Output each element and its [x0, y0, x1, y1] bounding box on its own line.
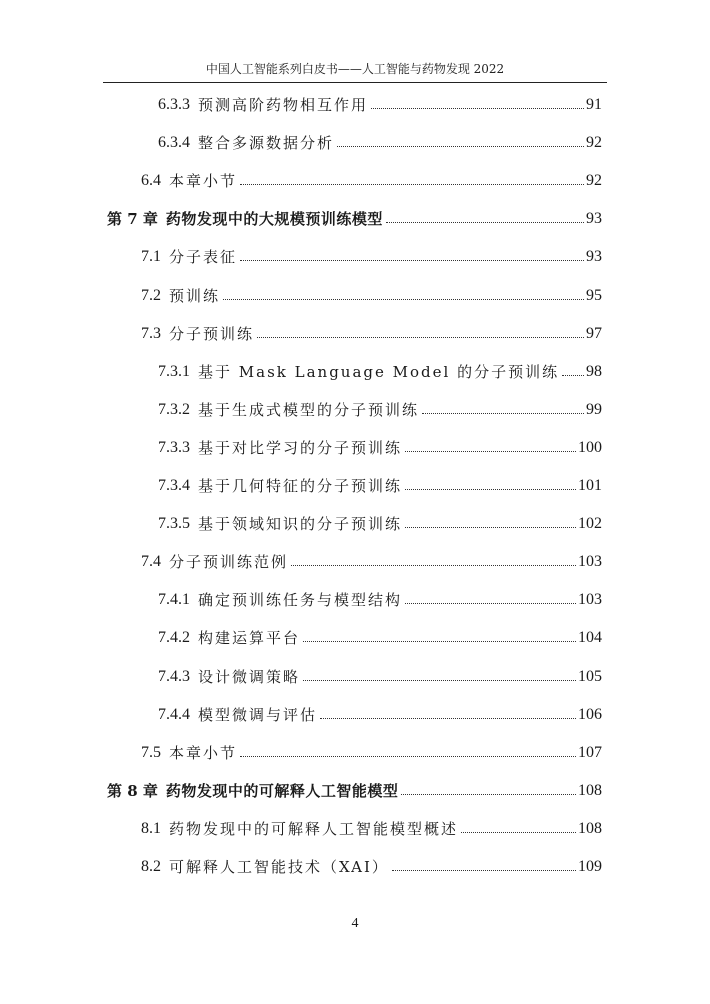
toc-entry-page: 103 [578, 553, 602, 571]
toc-entry-number: 第 8 章 [107, 781, 158, 800]
toc-entry[interactable] [107, 202, 602, 228]
toc-entry[interactable] [141, 812, 602, 838]
toc-entry-page: 97 [586, 324, 602, 342]
dot-leader [392, 870, 576, 871]
toc-entry[interactable] [158, 660, 602, 686]
toc-entry-number: 7.3.2 [158, 400, 190, 418]
toc-entry-page: 93 [586, 248, 602, 266]
toc-entry-page: 101 [578, 477, 602, 494]
dot-leader [405, 451, 576, 452]
toc-entry-title: 本章小节 [169, 172, 238, 191]
toc-entry-page: 104 [578, 629, 602, 647]
toc-entry-title: 基于几何特征的分子预训练 [198, 477, 403, 495]
toc-entry[interactable] [141, 736, 602, 762]
toc-entry-number: 7.5 [141, 743, 161, 761]
page-number: 4 [351, 916, 359, 931]
dot-leader [337, 146, 584, 147]
toc-entry-page: 108 [578, 819, 602, 837]
toc-entry-number: 7.3.3 [158, 438, 190, 456]
toc-entry-page: 108 [578, 781, 602, 799]
toc-entry[interactable] [158, 469, 602, 495]
toc-entry[interactable] [141, 317, 602, 343]
toc-entry-number: 6.3.3 [158, 96, 190, 113]
dot-leader [303, 641, 576, 642]
toc-entry[interactable] [141, 545, 602, 571]
toc-entry[interactable] [158, 355, 602, 381]
toc-entry-title: 分子预训练范例 [169, 553, 289, 572]
toc-entry-title: 基于领域知识的分子预训练 [198, 515, 403, 534]
toc-entry[interactable] [141, 279, 602, 305]
toc-entry[interactable] [158, 88, 602, 114]
toc-entry[interactable] [158, 126, 602, 152]
toc-entry-title: 可解释人工智能技术（XAI） [169, 858, 389, 876]
toc-entry-title: 设计微调策略 [198, 667, 301, 686]
dot-leader [405, 603, 576, 604]
toc-entry-title: 整合多源数据分析 [198, 134, 335, 153]
toc-entry-page: 99 [586, 400, 602, 418]
toc-entry-number: 8.1 [141, 819, 161, 837]
toc-entry-title: 分子预训练 [169, 324, 255, 343]
dot-leader [303, 680, 576, 681]
toc-entry[interactable] [141, 240, 602, 266]
dot-leader [223, 299, 584, 300]
toc-entry[interactable] [158, 393, 602, 419]
toc-entry-number: 6.3.4 [158, 134, 190, 152]
toc-entry-title: 预测高阶药物相互作用 [198, 96, 369, 114]
toc-entry[interactable] [158, 583, 602, 609]
toc-entry-number: 第 7 章 [107, 210, 158, 229]
toc-entry-number: 7.4.1 [158, 591, 190, 609]
toc-entry-title: 模型微调与评估 [198, 705, 318, 724]
toc-entry[interactable] [158, 621, 602, 647]
toc-entry-number: 7.4 [141, 553, 161, 571]
running-header: 中国人工智能系列白皮书——人工智能与药物发现 2022 [205, 62, 505, 76]
dot-leader [405, 489, 576, 490]
toc-entry-number: 7.1 [141, 248, 161, 266]
toc-entry-number: 8.2 [141, 858, 161, 875]
toc-entry-number: 7.2 [141, 286, 161, 304]
toc-entry-title: 基于对比学习的分子预训练 [198, 438, 403, 457]
toc-entry-title: 基于 Mask Language Model 的分子预训练 [198, 362, 560, 381]
toc-entry-number: 7.4.2 [158, 629, 190, 647]
toc-entry-number: 7.3 [141, 324, 161, 342]
toc-entry-page: 105 [578, 667, 602, 685]
dot-leader [461, 832, 576, 833]
toc-entry-title: 确定预训练任务与模型结构 [198, 591, 403, 610]
dot-leader [257, 337, 584, 338]
toc-entry-page: 107 [578, 743, 602, 761]
dot-leader [240, 756, 576, 757]
dot-leader [405, 527, 576, 528]
toc-entry-page: 100 [578, 438, 602, 456]
toc-entry-page: 92 [586, 172, 602, 190]
dot-leader [320, 718, 576, 719]
toc-entry-number: 7.4.4 [158, 705, 190, 723]
toc-entry-number: 7.4.3 [158, 667, 190, 685]
toc-entry-page: 93 [586, 210, 602, 228]
toc-entry-page: 102 [578, 515, 602, 533]
toc-entry-page: 98 [586, 362, 602, 380]
dot-leader [422, 413, 584, 414]
dot-leader [240, 260, 584, 261]
dot-leader [291, 565, 576, 566]
toc-entry-page: 103 [578, 591, 602, 609]
toc-entry-number: 6.4 [141, 172, 161, 190]
header-rule [103, 82, 607, 83]
toc-entry-page: 91 [586, 96, 602, 113]
toc-entry-title: 构建运算平台 [198, 629, 301, 648]
toc-entry[interactable] [141, 164, 602, 190]
toc-entry[interactable] [141, 850, 602, 876]
toc-entry[interactable] [158, 507, 602, 533]
toc-entry[interactable] [158, 698, 602, 724]
toc-entry[interactable] [107, 774, 602, 800]
toc-entry-number: 7.3.4 [158, 477, 190, 494]
toc-entry-page: 106 [578, 705, 602, 723]
toc-entry-title: 基于生成式模型的分子预训练 [198, 400, 420, 419]
dot-leader [371, 108, 584, 109]
toc-entry-page: 95 [586, 286, 602, 304]
dot-leader [240, 184, 584, 185]
toc-entry-title: 分子表征 [169, 248, 238, 267]
toc-entry-title: 药物发现中的大规模预训练模型 [165, 210, 383, 229]
toc-entry-title: 预训练 [169, 286, 221, 305]
toc-entry-number: 7.3.1 [158, 362, 190, 380]
toc-entry-page: 109 [578, 858, 602, 875]
toc-entry-title: 药物发现中的可解释人工智能模型概述 [169, 819, 459, 838]
toc-entry-title: 药物发现中的可解释人工智能模型 [165, 781, 399, 800]
toc-entry[interactable] [158, 431, 602, 457]
toc-entry-page: 92 [586, 134, 602, 152]
dot-leader [562, 375, 584, 376]
dot-leader [401, 794, 576, 795]
dot-leader [386, 222, 584, 223]
toc-entry-number: 7.3.5 [158, 515, 190, 533]
toc-entry-title: 本章小节 [169, 743, 238, 762]
